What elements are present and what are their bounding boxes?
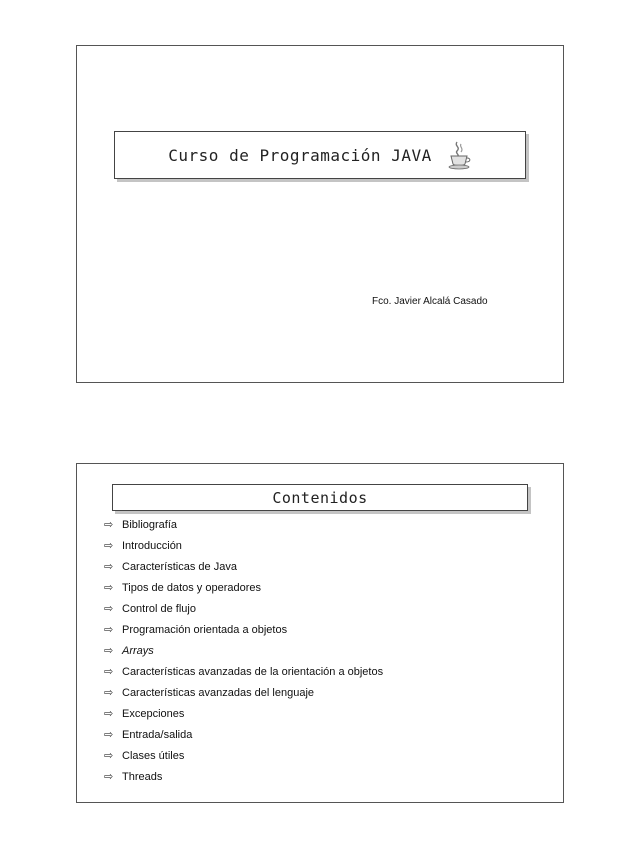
course-title-box [114,131,526,179]
contents-list [104,518,383,791]
list-item [104,623,383,644]
contents-slide [76,463,564,803]
list-item [104,665,383,686]
arrow-bullet-icon: ⇨ [104,540,114,552]
list-item-label: Características avanzadas de la orientación a objetos [122,666,384,678]
list-item [104,602,383,623]
list-item [104,770,383,791]
arrow-bullet-icon: ⇨ [104,708,114,720]
list-item-label: Bibliografía [122,519,178,531]
course-title: Curso de Programación JAVA [168,145,432,165]
list-item [104,749,383,770]
arrow-bullet-icon: ⇨ [104,624,114,636]
author-name: Fco. Javier Alcalá Casado [372,296,488,307]
list-item-label: Threads [122,771,163,783]
list-item [104,728,383,749]
list-item [104,686,383,707]
list-item [104,518,383,539]
list-item-label: Programación orientada a objetos [122,624,288,636]
list-item-label: Características avanzadas del lenguaje [122,687,315,699]
list-item [104,581,383,602]
list-item-label: Características de Java [122,561,237,573]
list-item-label: Control de flujo [122,603,196,615]
list-item-label: Arrays [122,645,154,657]
list-item [104,560,383,581]
list-item-label: Excepciones [122,708,185,720]
list-item-label: Entrada/salida [122,729,193,741]
arrow-bullet-icon: ⇨ [104,519,114,531]
list-item-label: Clases útiles [122,750,185,762]
arrow-bullet-icon: ⇨ [104,666,114,678]
arrow-bullet-icon: ⇨ [104,603,114,615]
title-slide [76,45,564,383]
arrow-bullet-icon: ⇨ [104,645,114,657]
contents-title-box [112,484,528,511]
arrow-bullet-icon: ⇨ [104,561,114,573]
list-item [104,644,383,665]
list-item-label: Tipos de datos y operadores [122,582,262,594]
arrow-bullet-icon: ⇨ [104,687,114,699]
arrow-bullet-icon: ⇨ [104,582,114,594]
arrow-bullet-icon: ⇨ [104,750,114,762]
arrow-bullet-icon: ⇨ [104,771,114,783]
list-item-label: Introducción [122,540,182,552]
arrow-bullet-icon: ⇨ [104,729,114,741]
list-item [104,539,383,560]
list-item [104,707,383,728]
contents-title: Contenidos [272,488,368,507]
java-coffee-cup-icon [446,140,472,170]
